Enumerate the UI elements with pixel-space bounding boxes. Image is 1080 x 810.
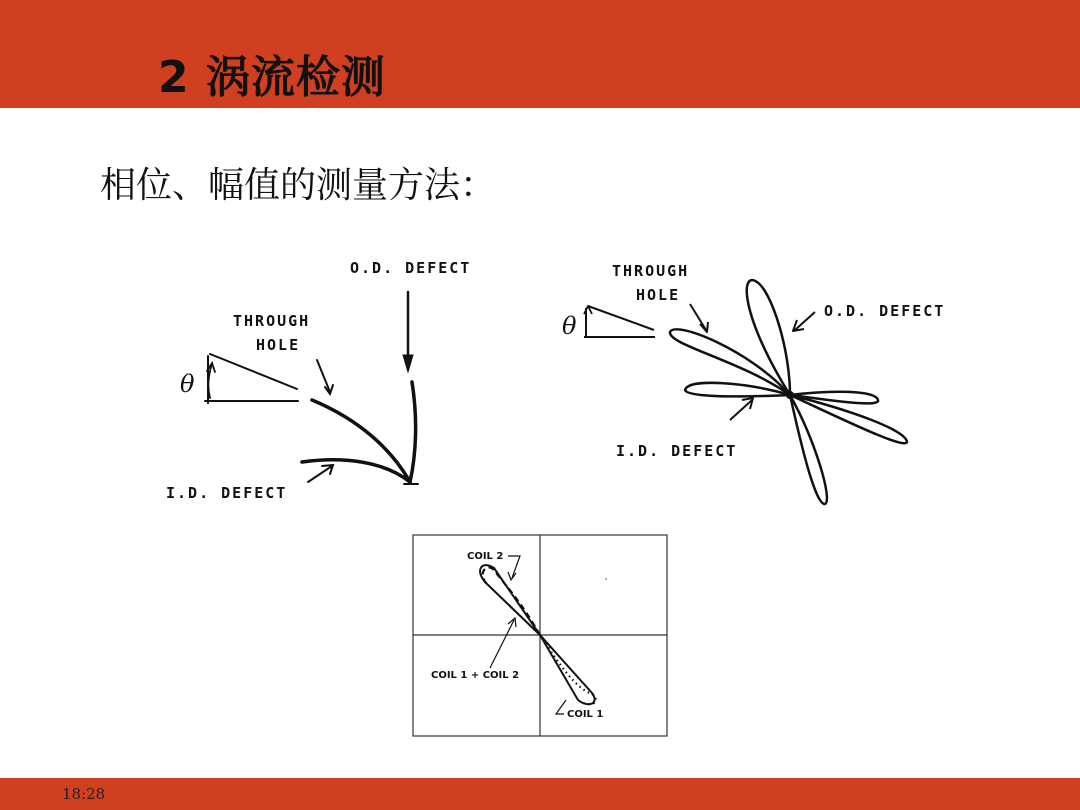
coil-sum-leader: [490, 620, 514, 668]
through-hole-leader: [317, 360, 330, 392]
footer-bar: [0, 778, 1080, 810]
right-id-leader: [730, 400, 752, 420]
left-theta-label: θ: [180, 370, 195, 398]
right-through-hole-label-2: HOLE: [636, 286, 681, 304]
left-od-defect-label: O.D. DEFECT: [350, 259, 472, 277]
left-id-defect-label: I.D. DEFECT: [166, 484, 288, 502]
coil-sum-label: COIL 1 + COIL 2: [431, 670, 520, 681]
coil1-leader: [556, 700, 566, 714]
right-od-defect-label: O.D. DEFECT: [824, 302, 946, 320]
slide-subtitle: 相位、幅值的测量方法：: [100, 165, 497, 206]
od-petal-up: [747, 280, 790, 395]
coil2-leader-head: [508, 572, 516, 580]
od-defect-curve: [410, 382, 416, 482]
footer-time: 18:28: [62, 785, 106, 803]
right-through-hole-leader: [690, 304, 706, 330]
right-od-leader: [795, 312, 815, 330]
id-defect-curve: [302, 460, 410, 482]
slide-title: 2 涡流检测: [158, 52, 386, 103]
right-od-leader-head: [793, 320, 804, 331]
right-through-hole-label-1: THROUGH: [612, 262, 690, 280]
right-origin: [786, 391, 794, 399]
coil1-label: COIL 1: [567, 709, 604, 720]
coil2-label: COIL 2: [467, 551, 504, 562]
od-petal-down: [790, 395, 827, 504]
left-through-hole-label-1: THROUGH: [233, 312, 311, 330]
coil2-leader: [508, 556, 520, 578]
right-id-defect-label: I.D. DEFECT: [616, 442, 738, 460]
right-theta-ray: [588, 306, 654, 330]
right-theta-label: θ: [562, 312, 577, 340]
left-through-hole-label-2: HOLE: [256, 336, 301, 354]
speck: [605, 578, 607, 580]
coil-sum-leader-head: [508, 618, 516, 627]
figure-bottom: [413, 535, 667, 736]
id-leader: [308, 466, 332, 482]
od-arrowhead: [403, 355, 413, 372]
theta-ray: [210, 354, 297, 389]
